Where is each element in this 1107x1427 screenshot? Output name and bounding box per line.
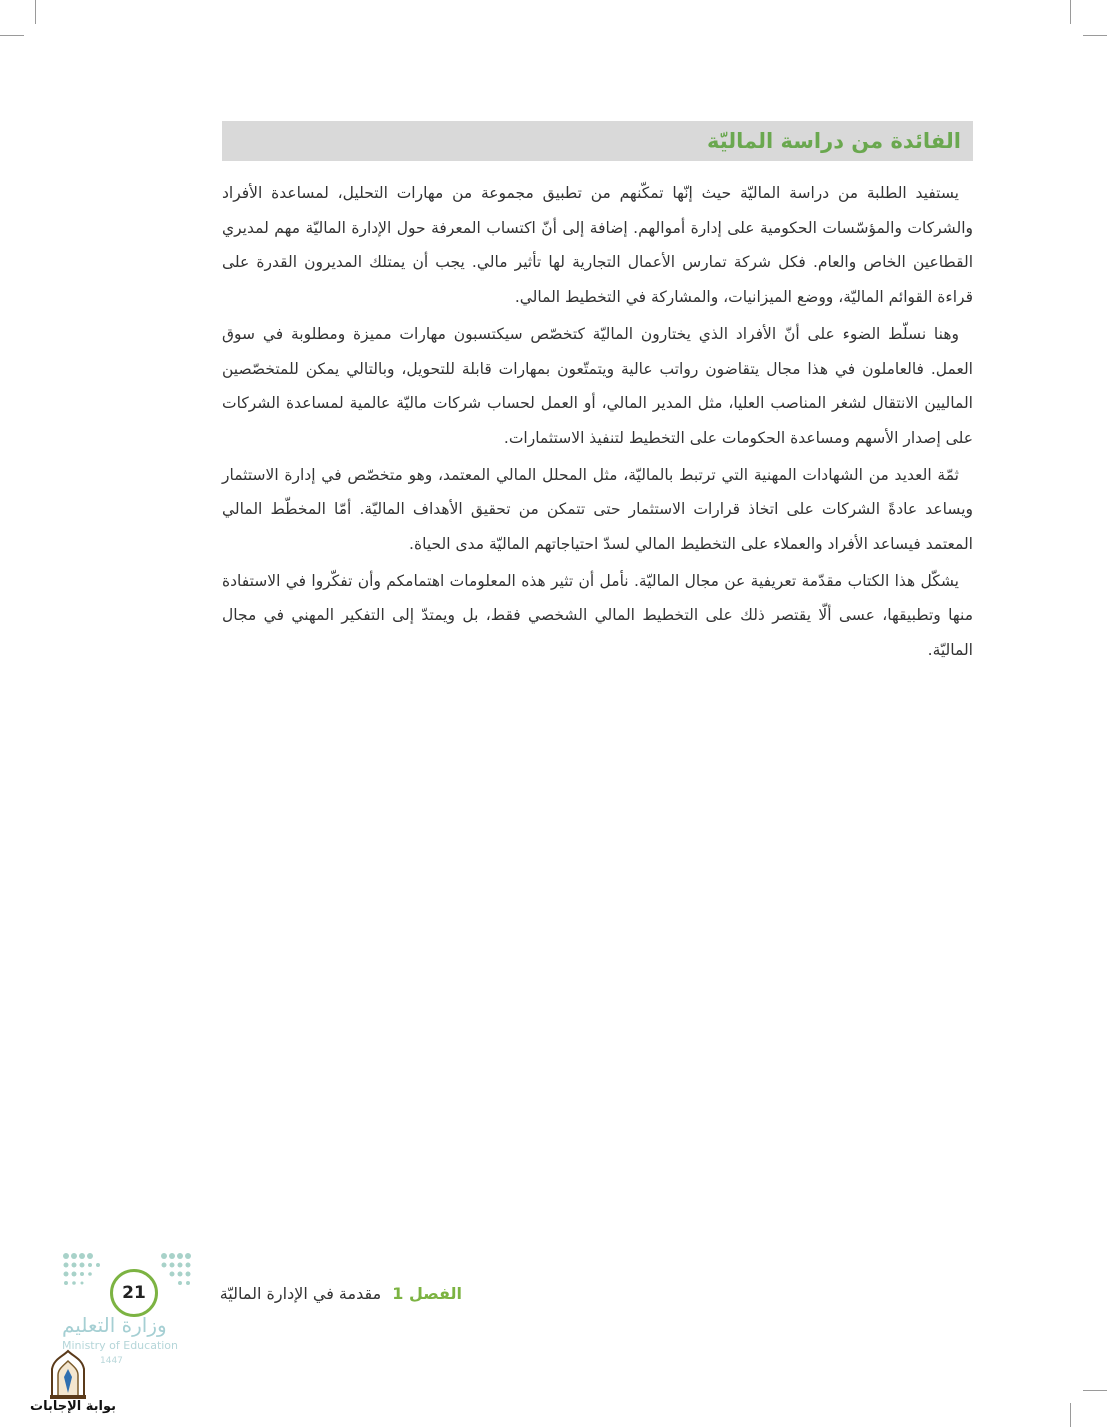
section-heading-bar xyxy=(222,121,973,161)
ministry-name-english: Ministry of Education xyxy=(62,1339,179,1352)
section-heading: الفائدة من دراسة الماليّة xyxy=(706,129,961,153)
ministry-name-arabic: وزارة التعليم xyxy=(62,1313,167,1337)
crop-mark-top-right-vertical xyxy=(1070,0,1071,24)
paragraph-2: وهنا نسلّط الضوء على أنّ الأفراد الذي يختارون الماليّة كتخصّص سيكتسبون مهارات مميزة ومطلوبة في سوق العمل. فالعاملون في هذا مجال يتقاضون رواتب عالية ويتمتّعون بمهارات قابلة للتحويل، وبالتالي يمكن للمتخصّصين الماليين الانتقال لشغر المناصب العليا، مثل المدير المالي، أو العمل لحساب شركات ماليّة عالمية لمساعدة الشركات على إصدار الأسهم ومساعدة الحكومات على التخطيط لتنفيذ الاستثمارات. xyxy=(222,324,973,447)
crop-mark-top-left-vertical xyxy=(35,0,36,24)
chapter-label: الفصل 1 xyxy=(392,1284,462,1303)
footer-chapter xyxy=(190,1281,462,1307)
paragraph-1: يستفيد الطلبة من دراسة الماليّة حيث إنّها تمكّنهم من تطبيق مجموعة من مهارات التحليل، لمساعدة الأفراد والشركات والمؤسّسات الحكومية على إدارة أموالهم. إضافة إلى أنّ اكتساب المعرفة حول الإدارة الماليّة مهم لمديري القطاعين الخاص والعام. فكل شركة تمارس الأعمال التجارية لها تأثير مالي. يجب أن يمتلك المديرون القدرة على قراءة القوائم الماليّة، ووضع الميزانيات، والمشاركة في التخطيط المالي. xyxy=(222,184,973,307)
body-text xyxy=(222,176,973,670)
paragraph-3: ثمّة العديد من الشهادات المهنية التي ترتبط بالماليّة، مثل المحلل المالي المعتمد، وهو متخصّص في إدارة الاستثمار ويساعد عادةً الشركات على اتخاذ قرارات الاستثمار حتى تتمكن من تحقيق الأهداف الماليّة. أمّا المخطّط المالي المعتمد فيساعد الأفراد والعملاء على التخطيط المالي لسدّ احتياجاتهم الماليّة مدى الحياة. xyxy=(222,465,973,554)
crop-mark-top-left-horizontal xyxy=(0,35,24,36)
chapter-title: مقدمة في الإدارة الماليّة xyxy=(219,1284,382,1303)
paragraph-4: يشكّل هذا الكتاب مقدّمة تعريفية عن مجال الماليّة. نأمل أن تثير هذه المعلومات اهتمامكم وأن تفكّروا في الاستفادة منها وتطبيقها، عسى ألّا يقتصر ذلك على التخطيط المالي الشخصي فقط، بل ويمتدّ إلى التفكير المهني في مجال الماليّة. xyxy=(222,571,973,660)
watermark-text: بوابة الإجابات xyxy=(30,1399,116,1414)
page-number: 21 xyxy=(110,1269,158,1317)
mosque-logo-icon xyxy=(44,1349,92,1401)
crop-mark-top-right-horizontal xyxy=(1083,35,1107,36)
crop-mark-bottom-right-vertical xyxy=(1070,1403,1071,1427)
crop-mark-bottom-right-horizontal xyxy=(1083,1390,1107,1391)
ministry-year: 1447 xyxy=(100,1356,123,1366)
